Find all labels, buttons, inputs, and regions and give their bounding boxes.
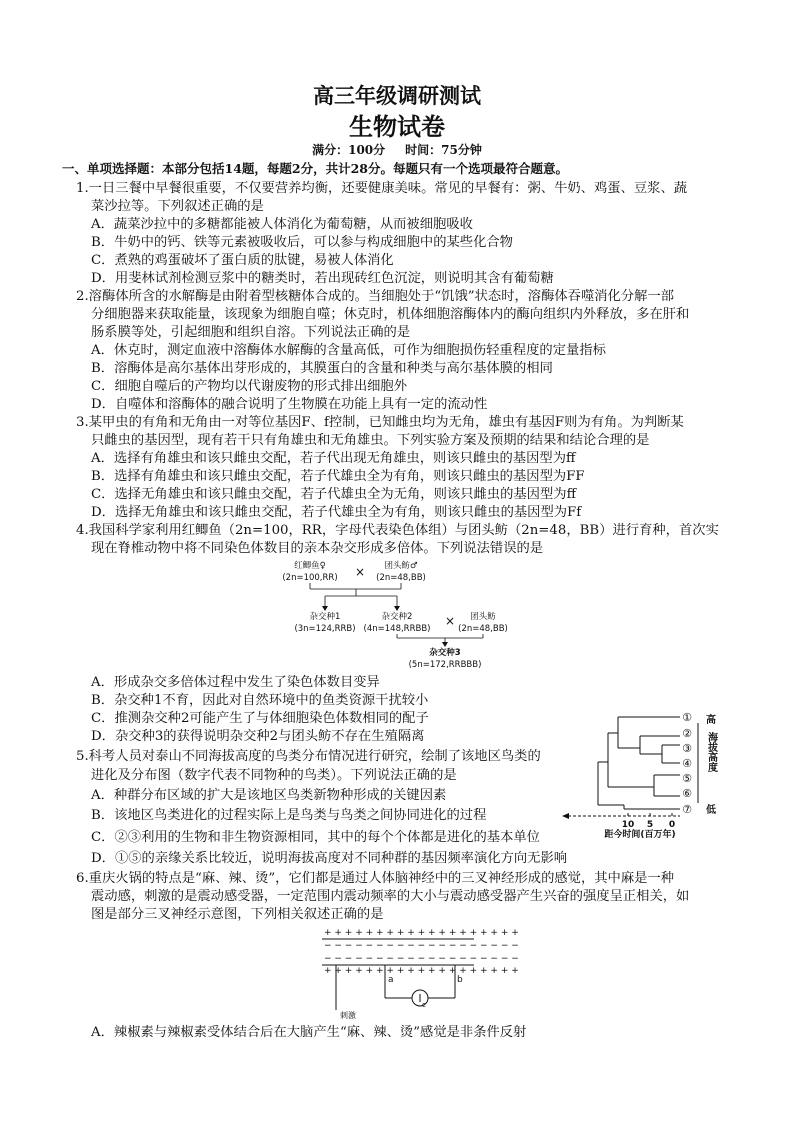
q5-option-a: A．种群分布区域的扩大是该地区鸟类新物种形成的关键因素 bbox=[91, 788, 447, 803]
bird-evolution-figure bbox=[560, 707, 730, 840]
hybrid3-name: 杂交种3 bbox=[429, 648, 461, 658]
species-6-label: ⑥ bbox=[682, 787, 692, 800]
parent3-genome: (2n=48,BB) bbox=[458, 624, 508, 634]
tick-5: 5 bbox=[646, 820, 654, 830]
q3-option-b: B．选择有角雄虫和该只雌虫交配，若子代雄虫全为有角，则该只雌虫的基因型为FF bbox=[91, 469, 585, 484]
q2-stem-line2: 分细胞器来获取能量，该现象为细胞自噬；休克时，机体细胞溶酶体内的酶向组织内外释放，多在肝和 bbox=[91, 307, 690, 322]
membrane-top-plus: + + + + + + + + + + + + + + + + + + + bbox=[324, 928, 519, 938]
q1-option-a: A．蔬菜沙拉中的多糖都能被人体消化为葡萄糖，从而被细胞吸收 bbox=[91, 217, 473, 232]
point-a-label: a bbox=[388, 975, 394, 985]
stimulus-label: 刺激 bbox=[340, 1011, 356, 1020]
q2-option-a: A．休克时，测定血液中溶酶体水解酶的含量高低，可作为细胞损伤轻重程度的定量指标 bbox=[91, 343, 606, 358]
q2-stem-line3: 肠系膜等处，引起细胞和组织自溶。下列说法正确的是 bbox=[91, 325, 411, 340]
q4-option-c: C．推测杂交种2可能产生了与体细胞染色体数相同的配子 bbox=[91, 711, 429, 726]
high-label: 高 bbox=[706, 715, 716, 726]
q5-stem-line1: 5.科考人员对泰山不同海拔高度的鸟类分布情况进行研究，绘制了该地区鸟类的 bbox=[76, 749, 541, 764]
q1-stem-line1: 1.一日三餐中早餐很重要，不仅要营养均衡，还要健康美味。常见的早餐有：粥、牛奶、鸡蛋、豆浆、蔬 bbox=[76, 181, 688, 196]
q6-stem-line3: 图是部分三叉神经示意图，下列相关叙述正确的是 bbox=[91, 907, 384, 922]
hybrid2-name: 杂交种2 bbox=[381, 612, 413, 622]
q5-option-d: D．①⑤的亲缘关系比较近，说明海拔高度对不同种群的基因频率演化方向无影响 bbox=[91, 851, 568, 866]
point-c-label: c bbox=[422, 1001, 426, 1009]
species-7-label: ⑦ bbox=[682, 803, 692, 816]
altitude-label: 海拔高度 bbox=[705, 732, 717, 772]
q2-option-c: C．细胞自噬后的产物均以代谢废物的形式排出细胞外 bbox=[91, 379, 408, 394]
q3-stem-line1: 3.某甲虫的有角和无角由一对等位基因F、f控制，已知雌虫均为无角，雄虫有基因F则为有角。为判断某 bbox=[76, 415, 684, 430]
q3-option-d: D．选择无角雄虫和该只雌虫交配，若子代雄虫全为有角，则该只雌虫的基因型为Ff bbox=[91, 505, 582, 520]
full-score: 满分：100分 bbox=[312, 143, 386, 157]
hybrid1-genome: (3n=124,RRB) bbox=[294, 624, 356, 634]
cross-symbol-1: × bbox=[354, 565, 366, 579]
q5-option-b: B．该地区鸟类进化的过程实际上是鸟类与鸟类之间协同进化的过程 bbox=[91, 808, 487, 823]
q5-option-c: C．②③利用的生物和非生物资源相同，其中的每个个体都是进化的基本单位 bbox=[91, 830, 540, 845]
q1-option-c: C．煮熟的鸡蛋破坏了蛋白质的肽键，易被人体消化 bbox=[91, 253, 394, 268]
q4-stem-line2: 现在脊椎动物中将不同染色体数目的亲本杂交形成多倍体。下列说法错误的是 bbox=[91, 541, 544, 556]
point-b-label: b bbox=[457, 975, 463, 985]
species-4-label: ④ bbox=[682, 757, 692, 770]
cross-symbol-2: × bbox=[444, 614, 456, 628]
exam-title: 高三年级调研测试 bbox=[313, 83, 481, 108]
section-heading: 一、单项选择题：本部分包括14题，每题2分，共计28分。每题只有一个选项最符合题意。 bbox=[62, 161, 568, 176]
membrane-top-minus: − − − − − − − − − − − − − − − − − − − bbox=[324, 941, 519, 951]
q4-option-b: B．杂交种1不育，因此对自然环境中的鱼类资源干扰较小 bbox=[91, 693, 429, 708]
parent1-genome: (2n=100,RR) bbox=[282, 573, 338, 583]
q4-stem-line1: 4.我国科学家利用红鲫鱼（2n=100，RR，字母代表染色体组）与团头鲂（2n=48，BB）进行育种，首次实 bbox=[76, 523, 719, 538]
membrane-bottom-minus: − − − − − − − − − − − − − − − − − − − bbox=[324, 954, 519, 964]
tick-10: 10 bbox=[621, 820, 635, 830]
q3-stem-line2: 只雌虫的基因型，现有若干只有角雄虫和无角雄虫。下列实验方案及预期的结果和结论合理的是 bbox=[91, 433, 650, 448]
q2-option-b: B．溶酶体是高尔基体出芽形成的，其膜蛋白的含量和种类与高尔基体膜的相同 bbox=[91, 361, 553, 376]
parent1-name: 红鲫鱼♀ bbox=[294, 561, 326, 571]
species-1-label: ① bbox=[682, 711, 692, 724]
q6-option-a: A．辣椒素与辣椒素受体结合后在大脑产生“麻、辣、烫”感觉是非条件反射 bbox=[91, 1025, 527, 1040]
nerve-diagram bbox=[318, 925, 519, 1020]
parent2-genome: (2n=48,BB) bbox=[376, 573, 426, 583]
q1-option-d: D．用斐林试剂检测豆浆中的糖类时，若出现砖红色沉淀，则说明其含有葡萄糖 bbox=[91, 271, 554, 286]
species-3-label: ③ bbox=[682, 742, 692, 755]
hybrid2-genome: (4n=148,RRBB) bbox=[363, 624, 431, 634]
q4-option-d: D．杂交种3的获得说明杂交种2与团头鲂不存在生殖隔离 bbox=[91, 729, 425, 744]
q1-stem-line2: 菜沙拉等。下列叙述正确的是 bbox=[91, 199, 264, 214]
parent3-name: 团头鲂 bbox=[470, 612, 496, 622]
hybridization-diagram bbox=[270, 558, 530, 673]
hybrid1-name: 杂交种1 bbox=[309, 612, 341, 622]
q6-stem-line2: 震动感，刺激的是震动感受器，一定范围内震动频率的大小与震动感受器产生兴奋的强度呈正相关，如 bbox=[91, 889, 690, 904]
q1-option-b: B．牛奶中的钙、铁等元素被吸收后，可以参与构成细胞中的某些化合物 bbox=[91, 235, 513, 250]
hybrid3-genome: (5n=172,RRBBB) bbox=[408, 660, 482, 670]
q3-option-a: A．选择有角雄虫和该只雌虫交配，若子代出现无角雄虫，则该只雌虫的基因型为ff bbox=[91, 451, 576, 466]
parent2-name: 团头鲂♂ bbox=[384, 561, 418, 571]
subject-title: 生物试卷 bbox=[349, 112, 445, 141]
tick-0: 0 bbox=[668, 820, 676, 830]
q2-option-d: D．自噬体和溶酶体的融合说明了生物膜在功能上具有一定的流动性 bbox=[91, 397, 488, 412]
membrane-bottom-plus: + + + + + + + + + + + + + + + + + + + bbox=[324, 966, 519, 976]
time-axis-label: 距今时间(百万年) bbox=[604, 830, 676, 840]
species-5-label: ⑤ bbox=[682, 772, 692, 785]
exam-time: 时间：75分钟 bbox=[405, 143, 482, 157]
q5-stem-line2: 进化及分布图（数字代表不同物种的鸟类）。下列说法正确的是 bbox=[91, 768, 457, 783]
q3-option-c: C．选择无角雄虫和该只雌虫交配，若子代雄虫全为无角，则该只雌虫的基因型为ff bbox=[91, 487, 577, 502]
low-label: 低 bbox=[706, 805, 716, 816]
species-2-label: ② bbox=[682, 727, 692, 740]
q2-stem-line1: 2.溶酶体所含的水解酶是由附着型核糖体合成的。当细胞处于“饥饿”状态时，溶酶体吞噬消化分解一部 bbox=[76, 289, 675, 304]
q4-option-a: A．形成杂交多倍体过程中发生了染色体数目变异 bbox=[91, 675, 380, 690]
q6-stem-line1: 6.重庆火锅的特点是“麻、辣、烫”，它们都是通过人体脑神经中的三叉神经形成的感觉，其中麻是一种 bbox=[76, 871, 675, 886]
exam-meta bbox=[0, 141, 794, 158]
time-axis-arrow bbox=[562, 813, 569, 819]
